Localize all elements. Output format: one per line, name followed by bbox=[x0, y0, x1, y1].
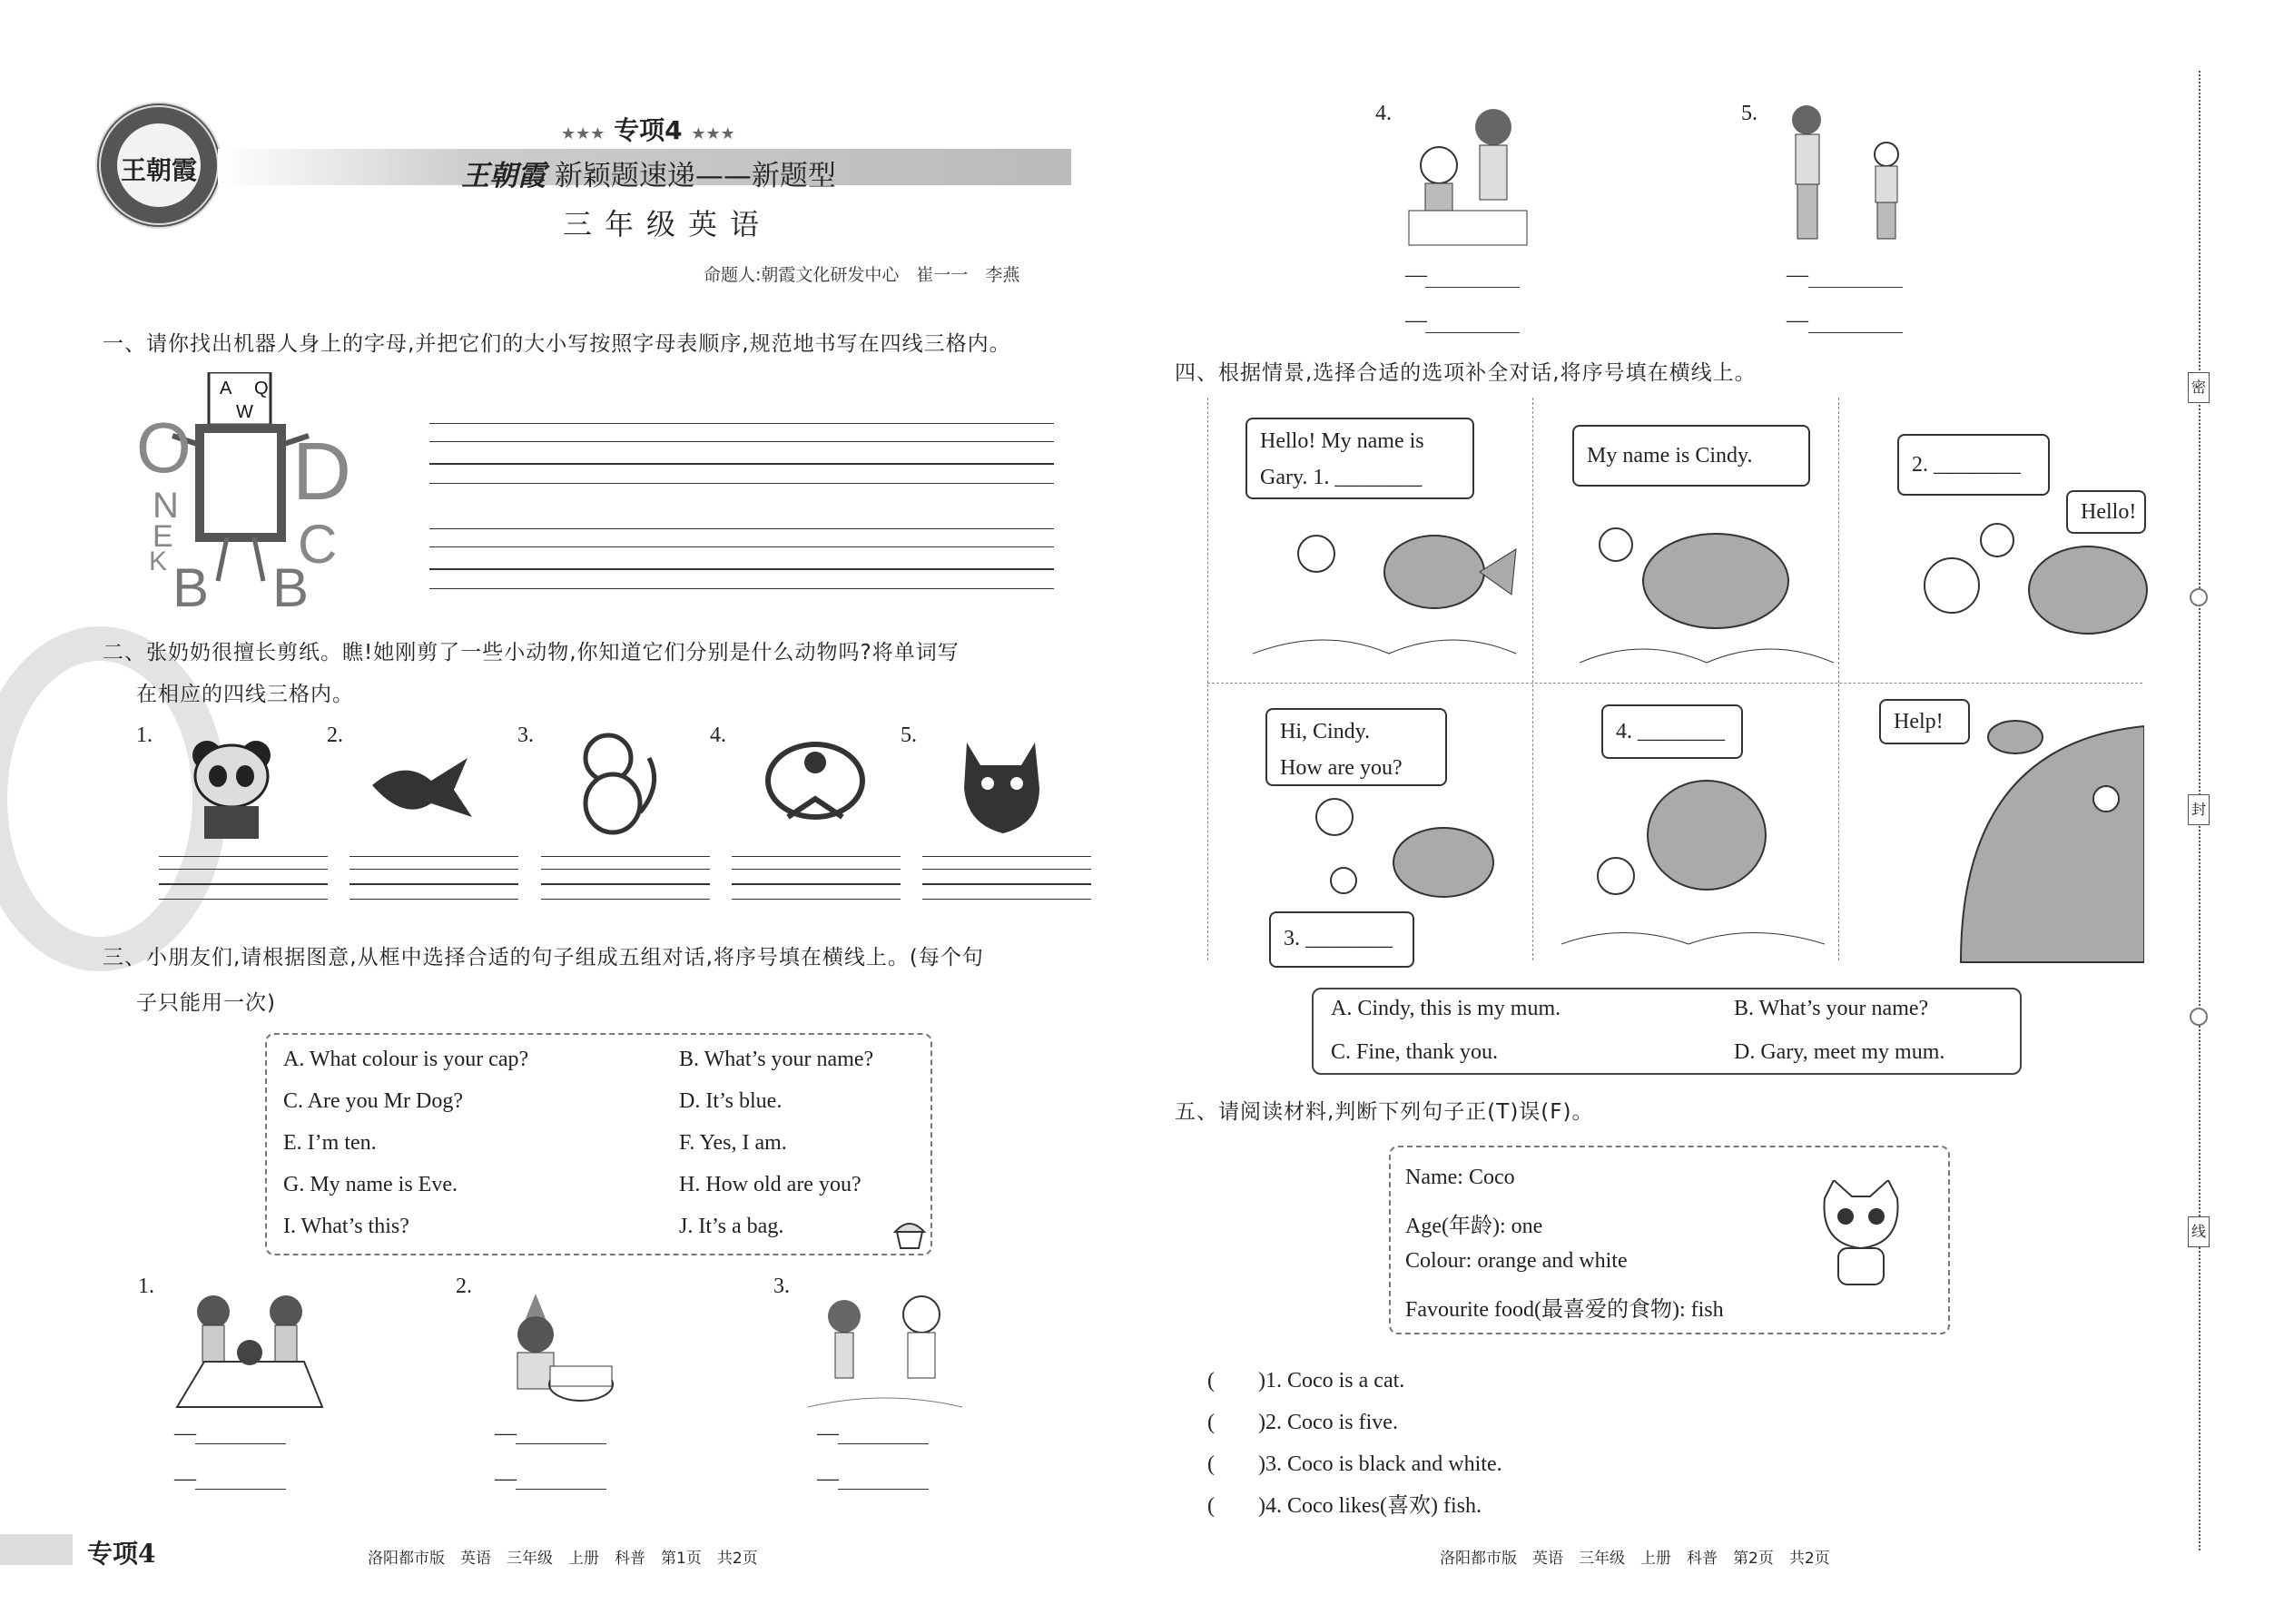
scene-girl-and-bear-picture bbox=[808, 1289, 962, 1416]
q2-item-2-label: 2. bbox=[327, 723, 343, 747]
q3-item-3-label: 3. bbox=[773, 1275, 790, 1298]
q3-heading-line2: 子只能用一次) bbox=[136, 991, 276, 1015]
q5-heading: 五、请阅读材料,判断下列句子正(T)误(F)。 bbox=[1175, 1100, 1594, 1124]
q3-item-4-label: 4. bbox=[1375, 102, 1392, 125]
binding-circle-2 bbox=[2190, 1008, 2208, 1026]
q3-dash: — bbox=[817, 1467, 839, 1491]
q3-dash: — bbox=[1787, 263, 1808, 287]
q4-bubble-1 bbox=[1245, 418, 1474, 499]
q5-card-colour: Colour: orange and white bbox=[1405, 1249, 1628, 1273]
q2-item-1-label: 1. bbox=[136, 723, 153, 747]
q4-bubble-4-line2: How are you? bbox=[1280, 756, 1403, 780]
q4-option-b: B. What’s your name? bbox=[1734, 997, 1929, 1020]
q4-bubble-4 bbox=[1265, 708, 1447, 786]
q5-card-age: Age(年龄): one bbox=[1405, 1215, 1543, 1238]
q4-bubble-2 bbox=[1572, 425, 1810, 487]
q5-statement-2[interactable]: ( )2. Coco is five. bbox=[1207, 1411, 1398, 1434]
q3-option-a: A. What colour is your cap? bbox=[283, 1048, 529, 1071]
q3-dash: — bbox=[495, 1422, 517, 1445]
q3-item-5-label: 5. bbox=[1741, 102, 1757, 125]
q4-panel-5-picture bbox=[1561, 772, 1825, 953]
q4-bubble-5-text[interactable]: 4. ________ bbox=[1616, 720, 1725, 743]
q4-panel-6-picture bbox=[1906, 708, 2144, 964]
footer-left-info: 洛阳都市版 英语 三年级 上册 科普 第1页 共2页 bbox=[368, 1550, 758, 1568]
q3-option-g: G. My name is Eve. bbox=[283, 1173, 458, 1196]
scene-kids-with-box-picture bbox=[168, 1289, 327, 1412]
brand-name: 王朝霞 bbox=[461, 160, 546, 192]
robot-letter-d: D bbox=[292, 427, 351, 517]
robot-picture bbox=[136, 372, 372, 608]
q4-bubble-4b-text[interactable]: 3. ________ bbox=[1284, 927, 1393, 950]
cat-coco-picture bbox=[1811, 1180, 1911, 1289]
stars-right: ★★★ bbox=[691, 124, 735, 143]
q5-card-name: Name: Coco bbox=[1405, 1166, 1515, 1189]
binding-circle-1 bbox=[2190, 588, 2208, 606]
q4-bubble-2-text: My name is Cindy. bbox=[1587, 444, 1753, 468]
q3-item-1-label: 1. bbox=[138, 1275, 154, 1298]
header-series-row bbox=[561, 111, 735, 147]
q4-option-a: A. Cindy, this is my mum. bbox=[1331, 997, 1561, 1020]
q5-statement-4[interactable]: ( )4. Coco likes(喜欢) fish. bbox=[1207, 1494, 1482, 1518]
cupcake-icon bbox=[890, 1212, 930, 1252]
q4-option-d: D. Gary, meet my mum. bbox=[1734, 1040, 1945, 1064]
q3-dash: — bbox=[174, 1467, 196, 1491]
q2-heading-line2: 在相应的四线三格内。 bbox=[136, 683, 354, 706]
q4-panel-2-picture bbox=[1580, 517, 1834, 672]
q3-option-f: F. Yes, I am. bbox=[679, 1131, 787, 1155]
grade-title: 三年级英语 bbox=[563, 207, 773, 241]
stars-left: ★★★ bbox=[561, 124, 605, 143]
header-title-row bbox=[461, 153, 836, 193]
q3-heading-line1: 三、小朋友们,请根据图意,从框中选择合适的句子组成五组对话,将序号填在横线上。(每个句 bbox=[103, 946, 984, 969]
logo-text: 王朝霞 bbox=[120, 155, 197, 185]
q4-bubble-4b bbox=[1269, 911, 1414, 968]
q4-bubble-3 bbox=[1897, 434, 2050, 496]
q3-dash: — bbox=[495, 1467, 517, 1491]
q3-dash: — bbox=[1405, 263, 1427, 287]
q3-option-e: E. I’m ten. bbox=[283, 1131, 377, 1155]
q2-heading-line1: 二、张奶奶很擅长剪纸。瞧!她刚剪了一些小动物,你知道它们分别是什么动物吗?将单词写 bbox=[103, 641, 960, 664]
scene-birthday-girl-picture bbox=[490, 1284, 617, 1412]
q3-option-d: D. It’s blue. bbox=[679, 1089, 783, 1113]
q3-dash: — bbox=[174, 1422, 196, 1445]
robot-letter-a: A bbox=[220, 379, 232, 399]
binding-mark-3: 线 bbox=[2188, 1216, 2210, 1247]
q4-bubble-4-line1: Hi, Cindy. bbox=[1280, 720, 1371, 743]
q5-statement-3[interactable]: ( )3. Coco is black and white. bbox=[1207, 1452, 1502, 1476]
papercut-panda-picture bbox=[182, 735, 281, 844]
footer-right-info: 洛阳都市版 英语 三年级 上册 科普 第2页 共2页 bbox=[1440, 1550, 1830, 1568]
q3-dash: — bbox=[1787, 309, 1808, 332]
papercut-cat-picture bbox=[953, 733, 1053, 842]
q2-item-4-label: 4. bbox=[710, 723, 726, 747]
robot-letter-o: O bbox=[136, 408, 192, 487]
q3-option-h: H. How old are you? bbox=[679, 1173, 861, 1196]
q1-heading: 一、请你找出机器人身上的字母,并把它们的大小写按照字母表顺序,规范地书写在四线三格内。 bbox=[103, 332, 1011, 356]
header-subtitle: 新颖题速递——新题型 bbox=[554, 160, 836, 192]
binding-mark-2: 封 bbox=[2188, 794, 2210, 825]
papercut-bird-picture bbox=[368, 749, 477, 831]
author-line: 命题人:朝霞文化研发中心 崔一一 李燕 bbox=[704, 265, 1020, 285]
scene-girl-and-baby-picture bbox=[1407, 102, 1534, 247]
q2-item-3-label: 3. bbox=[517, 723, 534, 747]
binding-mark-1: 密 bbox=[2188, 372, 2210, 403]
q4-panel-4-picture bbox=[1253, 790, 1525, 917]
q3-dash: — bbox=[817, 1422, 839, 1445]
q4-bubble-1-line1: Hello! My name is bbox=[1260, 429, 1424, 453]
q2-item-5-label: 5. bbox=[901, 723, 917, 747]
q5-statement-1[interactable]: ( )1. Coco is a cat. bbox=[1207, 1369, 1405, 1393]
footer-series-tag: 专项4 bbox=[87, 1539, 156, 1569]
q4-bubble-1-line2[interactable]: Gary. 1. ________ bbox=[1260, 466, 1423, 489]
q3-dash: — bbox=[1405, 309, 1427, 332]
q4-panel-3-picture bbox=[1915, 517, 2151, 681]
brand-logo bbox=[95, 102, 222, 229]
robot-letter-n: N bbox=[153, 486, 179, 526]
q5-card-food: Favourite food(最喜爱的食物): fish bbox=[1405, 1298, 1724, 1322]
robot-letter-c: C bbox=[298, 514, 338, 575]
robot-letter-k: K bbox=[149, 546, 168, 576]
papercut-monkey-picture bbox=[563, 731, 663, 840]
q3-option-i: I. What’s this? bbox=[283, 1215, 409, 1238]
q4-bubble-3-text[interactable]: 2. ________ bbox=[1912, 453, 2021, 477]
papercut-fish-picture bbox=[761, 735, 870, 835]
q3-option-c: C. Are you Mr Dog? bbox=[283, 1089, 463, 1113]
robot-letter-w: W bbox=[236, 402, 253, 422]
q3-option-j: J. It’s a bag. bbox=[679, 1215, 784, 1238]
robot-letter-e: E bbox=[153, 519, 173, 554]
scene-woman-and-boy-picture bbox=[1770, 102, 1925, 242]
q3-option-b: B. What’s your name? bbox=[679, 1048, 874, 1071]
q4-panel-1-picture bbox=[1253, 517, 1525, 663]
q3-item-2-label: 2. bbox=[456, 1275, 472, 1298]
robot-letter-b1: B bbox=[172, 557, 210, 608]
q4-bubble-5 bbox=[1601, 704, 1743, 759]
q4-bubble-3b-text: Hello! bbox=[2081, 500, 2137, 524]
robot-letter-b2: B bbox=[272, 557, 310, 608]
robot-letter-q: Q bbox=[254, 379, 269, 399]
q4-heading: 四、根据情景,选择合适的选项补全对话,将序号填在横线上。 bbox=[1175, 361, 1757, 385]
q4-option-c: C. Fine, thank you. bbox=[1331, 1040, 1498, 1064]
footer-tag-bar bbox=[0, 1534, 73, 1565]
q4-bubble-6-text: Help! bbox=[1894, 710, 1944, 733]
series-label: 专项4 bbox=[614, 115, 683, 145]
